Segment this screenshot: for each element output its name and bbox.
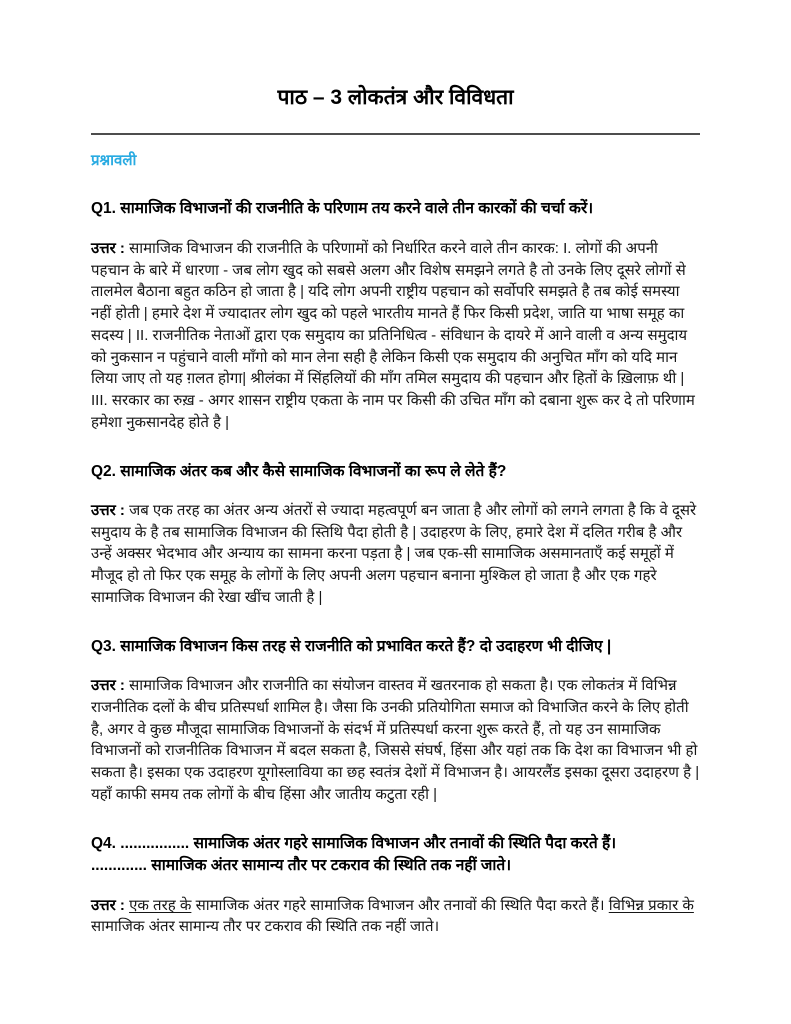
answer-3 [91,675,700,806]
answer-3-text: सामाजिक विभाजन और राजनीति का संयोजन वास्तव में खतरनाक हो सकता है। एक लोकतंत्र में विभिन्न राजनीतिक दलों के बीच प्रतिस्पर्धा शामिल है। जैसा कि उनकी प्रतियोगिता समाज को विभाजित करने के लिए होती है, अगर वे कुछ मौजूदा सामाजिक विभाजनों के संदर्भ में प्रतिस्पर्धा करना शुरू करते हैं, तो यह उन सामाजिक विभाजनों को राजनीतिक विभाजन में बदल सकता है, जिससे संघर्ष, हिंसा और यहां तक कि देश का विभाजन भी हो सकता है। इसका एक उदाहरण यूगोस्लाविया का छह स्वतंत्र देशों में विभाजन है। आयरलैंड इसका दूसरा उदाहरण है | यहाँ काफी समय तक लोगों के बीच हिंसा और जातीय कटुता रही | [91,677,700,803]
answer-4-part-1: एक तरह के [129,896,192,914]
question-4-line-1: Q4. ................ सामाजिक अंतर गहरे सामाजिक विभाजन और तनावों की स्थिति पैदा करते हैं। [91,834,617,852]
page-title: पाठ – 3 लोकतंत्र और विविधता [277,86,514,109]
section-heading: प्रश्नावली [91,152,137,170]
answer-1-text: सामाजिक विभाजन की राजनीति के परिणामों को निर्धारित करने वाले तीन कारक: I. लोगों की अपनी पहचान के बारे में धारणा - जब लोग खुद को सबसे अलग और विशेष समझने लगते है तो उनके लिए दूसरे लोगों से तालमेल बैठाना बहुत कठिन हो जाता है | यदि लोग अपनी राष्ट्रीय पहचान को सर्वोपरि समझते है तब कोई समस्या नहीं होती | हमारे देश में ज्यादातर लोग खुद को पहले भारतीय मानते हैं फिर किसी प्रदेश, जाति या भाषा समूह का सदस्य | II. राजनीतिक नेताओं द्वारा एक समुदाय का प्रतिनिधित्व - संविधान के दायरे में आने वाली व अन्य समुदाय को नुकसान न पहुंचाने वाली माँगो को मान लेना सही है लेकिन किसी एक समुदाय की अनुचित माँग को यदि मान लिया जाए तो यह ग़लत होगा| श्रीलंका में सिंहलियों की माँग तमिल समुदाय की पहचान और हितों के ख़िलाफ़ थी | III. सरकार का रुख़ - अगर शासन राष्ट्रीय एकता के नाम पर किसी की उचित माँग को दबाना शुरू कर दे तो परिणाम हमेशा नुकसानदेह होते है | [91,239,695,431]
answer-2-text: जब एक तरह का अंतर अन्य अंतरों से ज्यादा महत्वपूर्ण बन जाता है और लोगों को लगने लगता है कि वे दूसरे समुदाय के है तब सामाजिक विभाजन की स्तिथि पैदा होती है | उदाहरण के लिए, हमारे देश में दलित गरीब है और उन्हें अक्सर भेदभाव और अन्याय का सामना करना पड़ता है | जब एक-सी सामाजिक असमानताएँ कई समूहों में मौजूद हो तो फिर एक समूह के लोगों के लिए अपनी अलग पहचान बनाना मुश्किल हो जाता है और एक गहरे सामाजिक विभाजन की रेखा खींच जाती है | [91,501,697,606]
answer-3-label: उत्तर : [91,677,125,695]
question-2: Q2. सामाजिक अंतर कब और कैसे सामाजिक विभाजनों का रूप ले लेते हैं? [91,462,507,480]
question-1: Q1. सामाजिक विभाजनों की राजनीति के परिणाम तय करने वाले तीन कारकों की चर्चा करें। [91,200,594,218]
title-divider [91,133,700,135]
answer-4-part-4: सामाजिक अंतर सामान्य तौर पर टकराव की स्थिति तक नहीं जाते। [91,918,440,936]
answer-1-label: उत्तर : [91,239,125,257]
answer-4-label: उत्तर : [91,896,125,914]
answer-4-part-2: सामाजिक अंतर गहरे सामाजिक विभाजन और तनावों की स्थिति पैदा करते हैं। [195,896,605,914]
answer-2-label: उत्तर : [91,501,125,519]
answer-2 [91,500,700,609]
question-4-line-2: ............. सामाजिक अंतर सामान्य तौर पर टकराव की स्थिति तक नहीं जाते। [91,857,512,875]
answer-4-part-3: विभिन्न प्रकार के [608,896,694,914]
answer-4 [91,895,700,939]
answer-1 [91,238,700,434]
question-3: Q3. सामाजिक विभाजन किस तरह से राजनीति को प्रभावित करते हैं? दो उदाहरण भी दीजिए | [91,637,612,655]
question-4 [91,833,700,878]
